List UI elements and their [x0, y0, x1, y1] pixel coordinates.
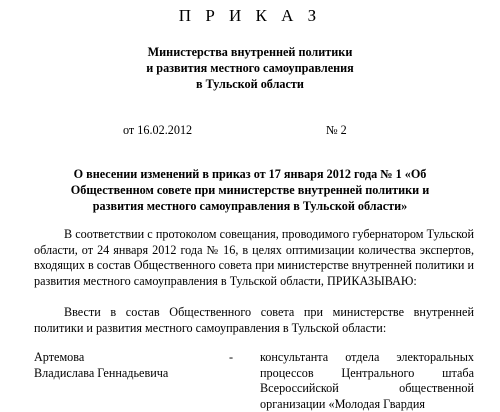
ministry-line-2: и развития местного самоуправления	[146, 61, 354, 75]
body-paragraph-2: Ввести в состав Общественного совета при министерстве внутренней политики и развития местного самоуправления в Тульской области:	[34, 305, 474, 335]
ministry-heading	[60, 44, 440, 92]
member-role: консультанта отдела электоральных процессов Центрального штаба Всероссийской общественной организации «Молодая Гвардия	[260, 350, 474, 411]
member-name	[34, 350, 224, 381]
member-dash: -	[229, 350, 234, 364]
ministry-line-1: Министерства внутренней политики	[147, 45, 353, 59]
order-number: № 2	[326, 123, 347, 137]
member-given-names: Владислава Геннадьевича	[34, 365, 169, 380]
subject-line-2: Общественном совете при министерстве внутренней политики и	[70, 183, 430, 197]
subject-line-1: О внесении изменений в приказ от 17 января 2012 года № 1 «Об	[73, 167, 427, 181]
body-paragraph-1: В соответствии с протоколом совещания, проводимого губернатором Тульской области, от 24 января 2012 года № 16, в целях оптимизации количества экспертов, входящих в состав Общественного совета при министерстве внутренней политики и развития местного самоуправления в Тульской области, ПРИКАЗЫВАЮ:	[34, 227, 474, 288]
member-surname: Артемова	[34, 350, 85, 364]
ministry-line-3: в Тульской области	[196, 77, 304, 91]
subject-line-3: развития местного самоуправления в Тульской области»	[92, 199, 408, 213]
document-title: П Р И К А З	[178, 6, 322, 25]
order-date: от 16.02.2012	[123, 123, 193, 137]
order-subject	[30, 166, 470, 214]
